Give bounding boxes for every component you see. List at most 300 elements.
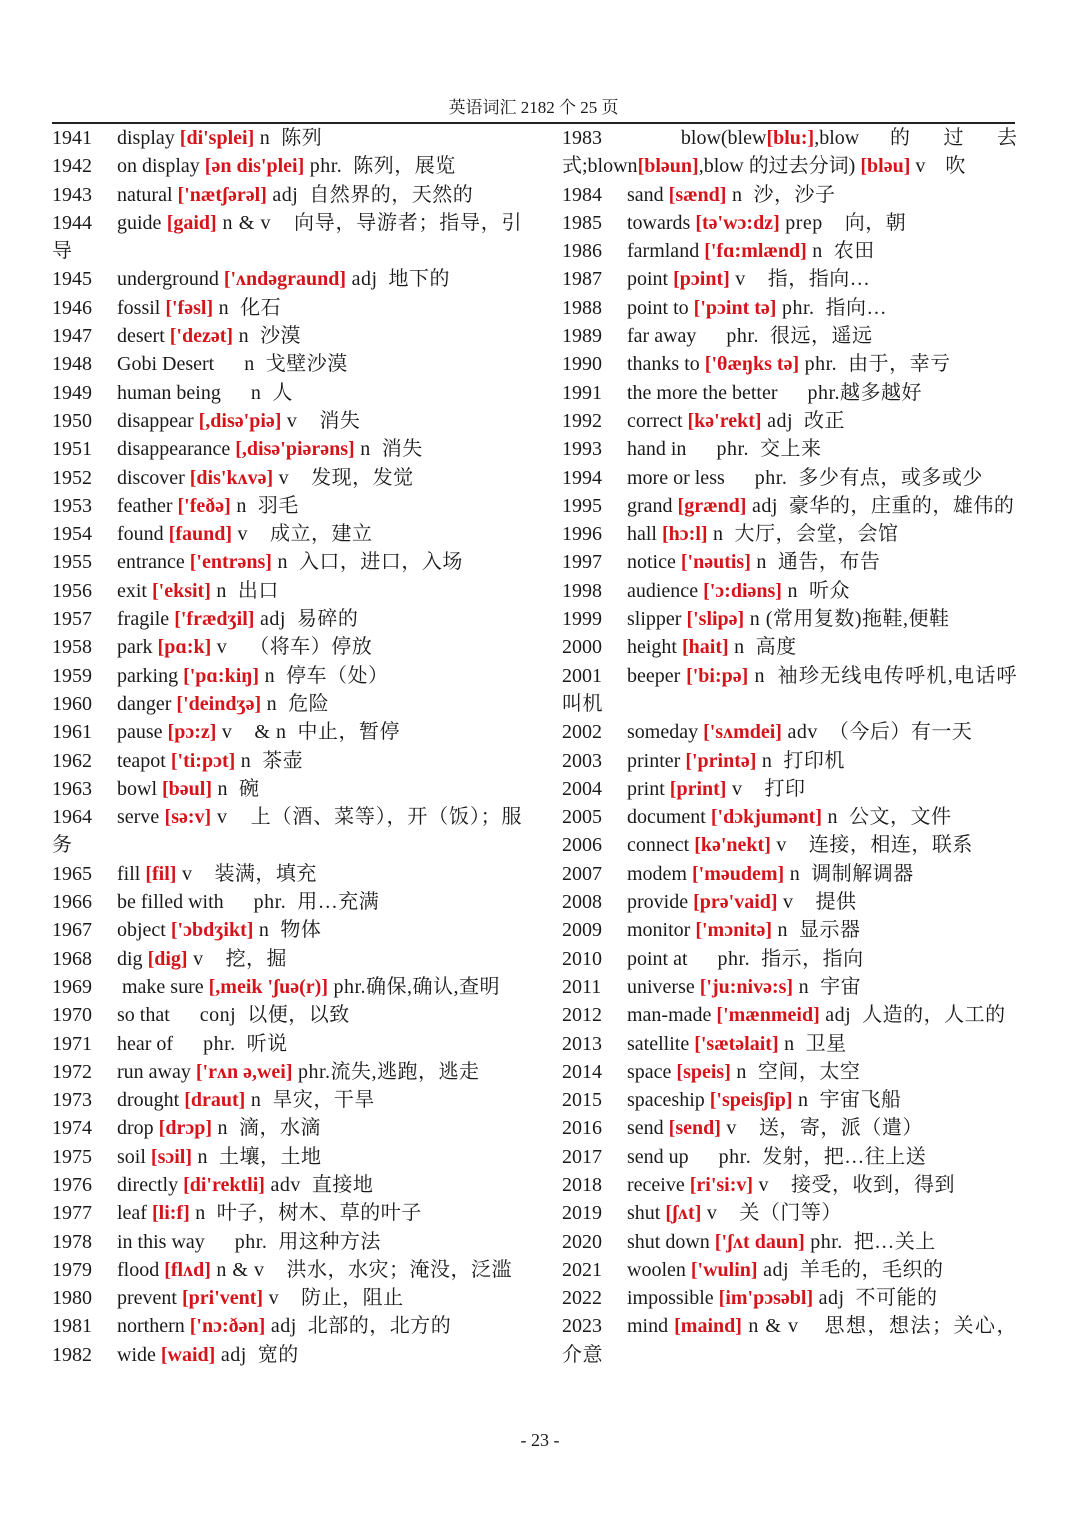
- vocab-entry: [562, 1199, 1017, 1227]
- entry-phonetic: [hait]: [682, 636, 729, 659]
- entry-definition: n 高度: [728, 636, 797, 659]
- entry-definition: v 成立，建立: [232, 523, 373, 546]
- vocab-entry: [562, 1086, 1017, 1114]
- vocab-entry: [562, 1030, 1017, 1058]
- entry-definition: phr. 指向…: [776, 296, 887, 319]
- entry-number: 1949: [52, 381, 92, 404]
- entry-word: drought: [117, 1089, 185, 1112]
- entry-number: 1993: [562, 438, 602, 461]
- entry-phonetic: [pri'vent]: [181, 1287, 264, 1310]
- entry-phonetic: [di'rektli]: [183, 1173, 265, 1196]
- entry-definition: v 装满，填充: [176, 862, 317, 885]
- entry-phonetic: [sænd]: [668, 183, 727, 206]
- entry-number: 1958: [52, 636, 92, 659]
- vocab-entry: [562, 492, 1017, 520]
- entry-word: send: [627, 1117, 669, 1140]
- entry-phonetic: [ri'si:v]: [689, 1173, 754, 1196]
- vocab-entry: [562, 548, 1017, 576]
- entry-number: 2016: [562, 1117, 602, 1140]
- vocab-entry: [52, 775, 522, 803]
- entry-definition: phr. 听说: [203, 1032, 288, 1055]
- entry-definition: phr. 指示，指向: [717, 947, 864, 970]
- entry-phonetic: ['ju:nivə:s]: [699, 975, 794, 998]
- entry-number: 1990: [562, 353, 602, 376]
- vocab-entry: [52, 1228, 522, 1256]
- entry-number: 2010: [562, 947, 602, 970]
- entry-definition: n 卫星: [778, 1032, 847, 1055]
- vocab-entry: [562, 322, 1017, 350]
- entry-phonetic: [pɑ:k]: [157, 636, 212, 659]
- entry-number: 1970: [52, 1004, 92, 1027]
- entry-number: 2006: [562, 834, 602, 857]
- vocab-entry: [562, 605, 1017, 633]
- entry-phonetic: ['θæŋks tə]: [704, 353, 800, 376]
- entry-number: 1987: [562, 268, 602, 291]
- entry-word: found: [117, 523, 169, 546]
- entry-number: 1962: [52, 749, 92, 772]
- entry-word: hand in: [627, 438, 717, 461]
- entry-number: 1979: [52, 1258, 92, 1281]
- vocab-entry: [52, 1058, 522, 1086]
- entry-definition: v 提供: [777, 891, 857, 914]
- entry-phonetic: ['feðə]: [177, 494, 231, 517]
- vocab-entry: [562, 888, 1017, 916]
- entry-phonetic: ['nəutis]: [680, 551, 751, 574]
- entry-number: 2015: [562, 1089, 602, 1112]
- entry-number: 1961: [52, 721, 92, 744]
- entry-number: 1948: [52, 353, 92, 376]
- entry-definition: n & v 向导，导游者；指导，引导: [52, 211, 522, 263]
- entry-word: point to: [627, 296, 694, 319]
- entry-definition: adj 易碎的: [254, 608, 359, 631]
- page-header-title: 英语词汇 2182 个 25 页: [448, 98, 619, 117]
- vocab-entry: [52, 124, 522, 152]
- entry-phonetic: ['sætəlait]: [694, 1032, 779, 1055]
- entry-number: 2022: [562, 1287, 602, 1310]
- entry-number: 2018: [562, 1173, 602, 1196]
- entry-number: 1965: [52, 862, 92, 885]
- entry-word: guide: [117, 211, 167, 234]
- vocab-entry: [562, 294, 1017, 322]
- vocab-entry: [52, 1171, 522, 1199]
- entry-word: exit: [117, 579, 152, 602]
- entry-word: man-made: [627, 1004, 717, 1027]
- vocab-entry: [52, 1030, 522, 1058]
- entry-number: 1956: [52, 579, 92, 602]
- entry-number: 2007: [562, 862, 602, 885]
- entry-number: 2017: [562, 1145, 602, 1168]
- entry-word: hall: [627, 523, 662, 546]
- entry-word: towards: [627, 211, 696, 234]
- entry-text: v 吹: [910, 155, 966, 178]
- vocab-entry: [52, 464, 522, 492]
- entry-number: 1997: [562, 551, 602, 574]
- vocab-entry: [562, 181, 1017, 209]
- entry-definition: n 公文，文件: [821, 806, 952, 829]
- entry-number: 1941: [52, 127, 92, 149]
- entry-phonetic: ['ti:pɔt]: [170, 749, 236, 772]
- entry-phonetic: ['deindʒə]: [176, 692, 262, 715]
- vocab-entry: [562, 945, 1017, 973]
- entry-phonetic: ['rʌn ə,wei]: [195, 1060, 293, 1083]
- entry-word: leaf: [117, 1202, 152, 1225]
- page-number: - 23 -: [520, 1430, 560, 1450]
- entry-phonetic: [prə'vaid]: [693, 891, 778, 914]
- entry-definition: n 出口: [210, 579, 279, 602]
- entry-word: universe: [627, 975, 700, 998]
- entry-word: disappearance: [117, 438, 236, 461]
- vocab-entry: [562, 662, 1017, 719]
- entry-word: monitor: [627, 919, 696, 942]
- entry-phonetic: [ən dis'plei]: [204, 155, 305, 178]
- entry-number: 1967: [52, 919, 92, 942]
- entry-word: prevent: [117, 1287, 182, 1310]
- entry-phonetic: [sɔil]: [150, 1145, 192, 1168]
- entry-word: entrance: [117, 551, 190, 574]
- vocab-entry: [52, 633, 522, 661]
- entry-phonetic: ['wulin]: [690, 1258, 758, 1281]
- entry-definition: n 羽毛: [230, 494, 299, 517]
- vocab-entry: [562, 1114, 1017, 1142]
- entry-number: 1982: [52, 1343, 92, 1366]
- entry-phonetic: ['mɔnitə]: [695, 919, 772, 942]
- entry-definition: n 陈列: [254, 127, 323, 149]
- entry-number: 1985: [562, 211, 602, 234]
- vocab-entry: [562, 718, 1017, 746]
- entry-phonetic: ['məudem]: [692, 862, 785, 885]
- entry-definition: n 打印机: [756, 749, 845, 772]
- entry-phonetic: [dig]: [147, 947, 188, 970]
- entry-definition: n 化石: [213, 296, 282, 319]
- entry-word: parking: [117, 664, 184, 687]
- entry-definition: phr.确保,确认,查明: [327, 975, 501, 998]
- entry-phonetic: [grænd]: [677, 494, 747, 517]
- entry-definition: adj 地下的: [346, 268, 451, 291]
- entry-number: 1951: [52, 438, 92, 461]
- vocab-entry: [562, 1058, 1017, 1086]
- entry-phonetic: [,disə'piərəns]: [235, 438, 355, 461]
- entry-word: fill: [117, 862, 146, 885]
- entry-word: in this way: [117, 1230, 235, 1253]
- entry-phonetic: [kə'nekt]: [694, 834, 771, 857]
- entry-word: northern: [117, 1315, 190, 1338]
- entry-number: 1986: [562, 240, 602, 263]
- vocab-entry: [52, 605, 522, 633]
- entry-word: on display: [117, 155, 205, 178]
- entry-definition: n 消失: [354, 438, 423, 461]
- entry-number: 1996: [562, 523, 602, 546]
- entry-phonetic: [im'pɔsəbl]: [718, 1287, 814, 1310]
- entry-word: connect: [627, 834, 695, 857]
- entry-word: beeper: [627, 664, 687, 687]
- vocab-entry: [562, 775, 1017, 803]
- entry-word: woolen: [627, 1258, 691, 1281]
- entry-definition: n 袖珍无线电传呼机,电话呼叫机: [562, 664, 1017, 715]
- entry-word: slipper: [627, 608, 687, 631]
- entry-definition: n 碗: [212, 777, 260, 800]
- entry-phonetic: ['ɔbdʒikt]: [170, 919, 254, 942]
- entry-definition: v & n 中止，暂停: [216, 721, 400, 744]
- entry-word: point: [627, 268, 674, 291]
- entry-number: 1959: [52, 664, 92, 687]
- vocab-entry: [562, 1228, 1017, 1256]
- entry-number: 2014: [562, 1060, 602, 1083]
- vocab-entry: [52, 1143, 522, 1171]
- entry-definition: n 入口，进口，入场: [271, 551, 463, 574]
- entry-number: 2021: [562, 1258, 602, 1281]
- vocab-entry: [52, 520, 522, 548]
- entry-number: 1955: [52, 551, 92, 574]
- entry-word: teapot: [117, 749, 171, 772]
- vocab-entry: [562, 124, 1017, 181]
- entry-word: underground: [117, 268, 224, 291]
- entry-word: send up: [627, 1145, 719, 1168]
- entry-word: point at: [627, 947, 718, 970]
- vocab-entry: [52, 747, 522, 775]
- vocab-entry: [52, 1341, 522, 1369]
- entry-definition: phr. 陈列，展览: [304, 155, 456, 178]
- entry-text: ,blow 的过去分词): [698, 155, 861, 178]
- entry-word: drop: [117, 1117, 159, 1140]
- vocab-entry: [52, 1086, 522, 1114]
- entry-number: 2019: [562, 1202, 602, 1225]
- entry-definition: n & v 思想，想法；关心，介意: [562, 1315, 1017, 1366]
- entry-number: 2003: [562, 749, 602, 772]
- entry-definition: v （将车）停放: [211, 636, 373, 659]
- entry-word: document: [627, 806, 711, 829]
- vocab-entry: [562, 747, 1017, 775]
- entry-number: 1943: [52, 183, 92, 206]
- entry-phonetic: ['sʌmdei]: [703, 721, 782, 744]
- entry-number: 1989: [562, 325, 602, 348]
- entry-number: 1991: [562, 381, 602, 404]
- entry-definition: n 土壤，土地: [192, 1145, 322, 1168]
- vocab-entry: [562, 265, 1017, 293]
- entry-number: 1950: [52, 409, 92, 432]
- entry-definition: adj 改正: [761, 409, 846, 432]
- vocab-entry: [562, 435, 1017, 463]
- entry-word: someday: [627, 721, 704, 744]
- entry-definition: n 大厅，会堂，会馆: [707, 523, 899, 546]
- entry-phonetic: [tə'wɔ:dz]: [695, 211, 780, 234]
- entry-phonetic: [faund]: [168, 523, 233, 546]
- vocab-entry: [52, 1001, 522, 1029]
- entry-word: sand: [627, 183, 669, 206]
- entry-phonetic: [li:f]: [151, 1202, 190, 1225]
- entry-definition: adv 直接地: [264, 1173, 374, 1196]
- entry-definition: adj 豪华的，庄重的，雄伟的: [746, 494, 1015, 517]
- entry-number: 1984: [562, 183, 602, 206]
- vocab-entry: [562, 973, 1017, 1001]
- entry-definition: v 指，指向…: [729, 268, 871, 291]
- entry-word: impossible: [627, 1287, 719, 1310]
- vocab-entry: [52, 322, 522, 350]
- entry-word: mind: [627, 1315, 675, 1338]
- entry-phonetic: [pɔint]: [673, 268, 730, 291]
- entry-word: audience: [627, 579, 704, 602]
- entry-word: directly: [117, 1173, 184, 1196]
- entry-word: wide: [117, 1343, 161, 1366]
- vocab-entry: [562, 1284, 1017, 1312]
- entry-word: natural: [117, 183, 178, 206]
- entry-definition: n 空间，太空: [730, 1060, 861, 1083]
- vocab-entry: [52, 916, 522, 944]
- entry-phonetic: [fil]: [145, 862, 177, 885]
- entry-word: pause: [117, 721, 168, 744]
- entry-phonetic: ['pɑ:kiŋ]: [183, 664, 260, 687]
- vocab-entry: [562, 464, 1017, 492]
- entry-number: 1960: [52, 692, 92, 715]
- vocab-entry: [52, 407, 522, 435]
- entry-word: shut: [627, 1202, 666, 1225]
- entry-number: 1992: [562, 409, 602, 432]
- vocab-entry: [562, 407, 1017, 435]
- entry-number: 1969: [52, 975, 92, 998]
- entry-number: 2011: [562, 975, 602, 998]
- entry-word: correct: [627, 409, 688, 432]
- entry-definition: n 听众: [781, 579, 850, 602]
- entry-word: shut down: [627, 1230, 715, 1253]
- entry-number: 1954: [52, 523, 92, 546]
- entry-number: 1944: [52, 211, 92, 234]
- entry-definition: n 通告，布告: [750, 551, 881, 574]
- vocab-entry: [562, 633, 1017, 661]
- entry-text: blow(blew: [627, 127, 767, 149]
- entry-definition: n 宇宙: [793, 975, 862, 998]
- entry-phonetic: ['speisʃip]: [709, 1089, 793, 1112]
- entry-definition: v 挖，掘: [187, 947, 288, 970]
- vocab-entry: [562, 1001, 1017, 1029]
- entry-phonetic: [blu:]: [766, 127, 815, 149]
- entry-phonetic: ['nɔ:ðən]: [189, 1315, 266, 1338]
- entry-phonetic: ['slipə]: [686, 608, 745, 631]
- vocab-entry: [52, 860, 522, 888]
- entry-word: soil: [117, 1145, 151, 1168]
- entry-definition: phr. 多少有点，或多或少: [754, 466, 983, 489]
- entry-phonetic: ['frædʒil]: [174, 608, 255, 631]
- entry-definition: conj 以便，以致: [199, 1004, 350, 1027]
- entry-phonetic: [print]: [669, 777, 727, 800]
- entry-phonetic: ['ɔ:diəns]: [703, 579, 782, 602]
- entry-phonetic: ['mænmeid]: [716, 1004, 820, 1027]
- entry-definition: phr. 用…充满: [253, 891, 380, 914]
- vocab-entry: [52, 1256, 522, 1284]
- entry-number: 2012: [562, 1004, 602, 1027]
- entry-number: 1981: [52, 1315, 92, 1338]
- entry-definition: n 叶子，树木、草的叶子: [189, 1202, 422, 1225]
- entry-definition: v 接受，收到，得到: [753, 1173, 956, 1196]
- entry-phonetic: [sə:v]: [164, 806, 212, 829]
- entry-number: 1994: [562, 466, 602, 489]
- entry-definition: n 人: [250, 381, 293, 404]
- entry-word: more or less: [627, 466, 755, 489]
- entry-word: disappear: [117, 409, 199, 432]
- vocab-entry: [562, 831, 1017, 859]
- entry-number: 2023: [562, 1315, 602, 1338]
- entry-number: 1963: [52, 777, 92, 800]
- entry-word: object: [117, 919, 171, 942]
- entry-phonetic: ['ʃʌt daun]: [714, 1230, 805, 1253]
- entry-word: farmland: [627, 240, 705, 263]
- entry-definition: adj 宽的: [215, 1343, 299, 1366]
- entry-phonetic: [waid]: [160, 1343, 216, 1366]
- entry-word: provide: [627, 891, 694, 914]
- entry-phonetic: [dis'kʌvə]: [189, 466, 274, 489]
- entry-definition: adj 羊毛的，毛织的: [757, 1258, 944, 1281]
- entry-definition: phr. 把…关上: [804, 1230, 936, 1253]
- entry-word: desert: [117, 325, 170, 348]
- entry-definition: n 危险: [261, 692, 330, 715]
- entry-number: 1952: [52, 466, 92, 489]
- entry-phonetic: ['ʌndəgraund]: [223, 268, 347, 291]
- right-column: [562, 124, 1017, 1369]
- entry-number: 1968: [52, 947, 92, 970]
- entry-word: fossil: [117, 296, 166, 319]
- entry-definition: v 连接，相连，联系: [770, 834, 973, 857]
- entry-definition: phr. 用这种方法: [234, 1230, 381, 1253]
- entry-definition: phr. 交上来: [716, 438, 822, 461]
- entry-definition: adj 人造的，人工的: [819, 1004, 1006, 1027]
- vocab-entry: [52, 1312, 522, 1340]
- entry-definition: v 消失: [281, 409, 361, 432]
- entry-word: space: [627, 1060, 677, 1083]
- vocab-entry: [52, 690, 522, 718]
- vocab-entry: [52, 662, 522, 690]
- entry-definition: adj 自然界的，天然的: [266, 183, 474, 206]
- entry-word: spaceship: [627, 1089, 710, 1112]
- entry-number: 2009: [562, 919, 602, 942]
- entry-word: print: [627, 777, 670, 800]
- entry-word: so that: [117, 1004, 200, 1027]
- entry-definition: n 显示器: [771, 919, 861, 942]
- entry-phonetic: ['eksit]: [152, 579, 211, 602]
- entry-number: 2000: [562, 636, 602, 659]
- entry-definition: phr. 很远，遥远: [726, 325, 873, 348]
- entry-number: 1945: [52, 268, 92, 291]
- entry-definition: n 沙漠: [233, 325, 302, 348]
- entry-number: 1975: [52, 1145, 92, 1168]
- entry-word: feather: [117, 494, 178, 517]
- vocab-entry: [562, 1312, 1017, 1369]
- entry-number: 1999: [562, 608, 602, 631]
- entry-text: ,blow 的 过 去式;blown: [562, 127, 1018, 178]
- entry-phonetic: ['bi:pə]: [686, 664, 749, 687]
- vocab-entry: [52, 152, 522, 180]
- entry-phonetic: [hɔ:l]: [662, 523, 708, 546]
- entry-number: 1957: [52, 608, 92, 631]
- vocab-entry: [52, 435, 522, 463]
- entry-word: fragile: [117, 608, 175, 631]
- entry-number: 1942: [52, 155, 92, 178]
- vocab-entry: [52, 294, 522, 322]
- entry-number: 1966: [52, 891, 92, 914]
- vocab-entry: [52, 973, 522, 1001]
- entry-definition: adj 北部的，北方的: [265, 1315, 452, 1338]
- entry-phonetic: [bləun]: [637, 155, 699, 178]
- vocab-entry: [52, 181, 522, 209]
- entry-phonetic: [flʌd]: [164, 1258, 211, 1281]
- vocab-entry: [562, 1143, 1017, 1171]
- entry-definition: phr. 发射，把…往上送: [718, 1145, 927, 1168]
- entry-definition: v 打印: [726, 777, 806, 800]
- entry-phonetic: [speis]: [676, 1060, 731, 1083]
- entry-word: serve: [117, 806, 165, 829]
- entry-number: 2004: [562, 777, 602, 800]
- entry-number: 1983: [562, 127, 602, 149]
- entry-word: notice: [627, 551, 681, 574]
- entry-phonetic: [,meik 'ʃuə(r)]: [208, 975, 328, 998]
- entry-phonetic: ['printə]: [685, 749, 757, 772]
